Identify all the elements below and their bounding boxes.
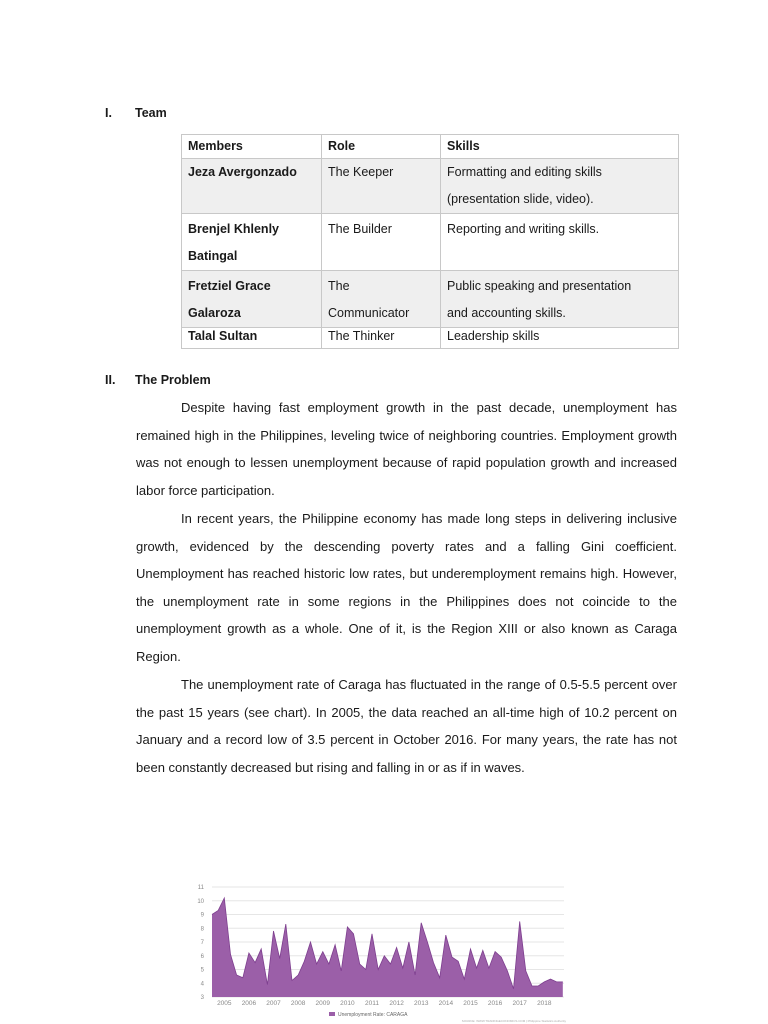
legend-swatch	[329, 1012, 335, 1016]
skills-text: Reporting and writing skills.	[447, 222, 600, 236]
y-tick-label: 7	[200, 940, 204, 946]
y-tick-label: 8	[200, 926, 204, 933]
y-tick-label: 5	[200, 967, 204, 974]
skills-text: Formatting and editing skills	[447, 165, 602, 179]
role-text: The	[328, 279, 350, 293]
x-tick-label: 2006	[241, 1000, 257, 1007]
member-cell	[182, 271, 322, 328]
member-name: Batingal	[188, 249, 238, 263]
y-tick-label: 6	[200, 953, 204, 960]
member-cell	[182, 328, 322, 349]
y-tick-label: 11	[197, 885, 204, 891]
section-title: Team	[135, 106, 167, 120]
x-tick-label: 2009	[315, 1000, 331, 1007]
series-area	[212, 898, 563, 997]
skills-text: Leadership skills	[447, 329, 540, 343]
y-tick-label: 9	[200, 912, 204, 919]
skills-cell	[441, 214, 679, 271]
member-name: Brenjel Khlenly	[188, 222, 279, 236]
member-cell	[182, 159, 322, 214]
skills-text: (presentation slide, video).	[447, 192, 594, 206]
x-tick-label: 2005	[217, 1000, 232, 1007]
x-tick-label: 2007	[266, 1000, 281, 1007]
column-header-role: Role	[322, 135, 441, 159]
member-name: Galaroza	[188, 306, 241, 320]
table-row	[182, 328, 679, 349]
column-header-members: Members	[182, 135, 322, 159]
team-table	[181, 134, 679, 349]
x-tick-label: 2010	[340, 1000, 355, 1007]
x-tick-label: 2013	[413, 1000, 429, 1007]
x-tick-label: 2018	[537, 1000, 552, 1007]
y-tick-label: 10	[197, 898, 204, 905]
source-note: SOURCE: WWW.TRADINGECONOMICS.COM | Philippine Statistics Authority	[461, 1019, 566, 1023]
skills-text: and accounting skills.	[447, 306, 566, 320]
unemployment-chart	[188, 876, 570, 1024]
role-text: The Keeper	[328, 165, 394, 179]
role-cell	[322, 214, 441, 271]
member-cell	[182, 214, 322, 271]
section-number: II.	[105, 373, 116, 387]
table-row	[182, 159, 679, 214]
x-tick-label: 2011	[365, 1000, 379, 1007]
skills-text: Public speaking and presentation	[447, 279, 632, 293]
x-tick-label: 2017	[512, 1000, 527, 1007]
role-text: Communicator	[328, 306, 410, 320]
body-paragraph: In recent years, the Philippine economy has made long steps in delivering inclusive growth, evidenced by the descending poverty rates and a falling Gini coefficient. Unemployment has reached historic low rates, but underemployment remains high. However, the unemployment rate in some regions in the Philippines does not coincide to the unemployment growth as a whole. One of it, is the Region XIII or also known as Caraga Region.	[136, 511, 677, 664]
legend-label: Unemployment Rate: CARAGA	[338, 1012, 408, 1018]
member-name: Talal Sultan	[188, 329, 258, 343]
skills-cell	[441, 271, 679, 328]
member-name: Fretziel Grace	[188, 279, 271, 293]
x-tick-label: 2008	[290, 1000, 306, 1007]
y-tick-label: 4	[200, 981, 204, 988]
y-tick-label: 3	[200, 995, 204, 1001]
section-title: The Problem	[135, 373, 211, 387]
body-paragraph: The unemployment rate of Caraga has fluctuated in the range of 0.5-5.5 percent over the past 15 years (see chart). In 2005, the data reached an all-time high of 10.2 percent on January and a record low of 3.5 percent in October 2016. For many years, the rate has not been constantly decreased but rising and falling in or as if in waves.	[136, 677, 677, 775]
role-cell	[322, 271, 441, 328]
x-tick-label: 2016	[487, 1000, 503, 1007]
member-name: Jeza Avergonzado	[188, 165, 297, 179]
x-tick-label: 2012	[389, 1000, 404, 1007]
role-cell	[322, 159, 441, 214]
column-header-skills: Skills	[441, 135, 679, 159]
table-header-row	[182, 135, 679, 159]
role-text: The Builder	[328, 222, 392, 236]
skills-cell	[441, 328, 679, 349]
section-number: I.	[105, 106, 112, 120]
chart-canvas	[188, 876, 570, 1024]
body-paragraph: Despite having fast employment growth in the past decade, unemployment has remained high in the Philippines, leveling twice of neighboring countries. Employment growth was not enough to lessen unemployment because of rapid population growth and increased labor force participation.	[136, 400, 677, 498]
role-cell	[322, 328, 441, 349]
x-tick-label: 2015	[463, 1000, 478, 1007]
skills-cell	[441, 159, 679, 214]
role-text: The Thinker	[328, 329, 395, 343]
table-row	[182, 271, 679, 328]
x-tick-label: 2014	[438, 1000, 454, 1007]
table-row	[182, 214, 679, 271]
